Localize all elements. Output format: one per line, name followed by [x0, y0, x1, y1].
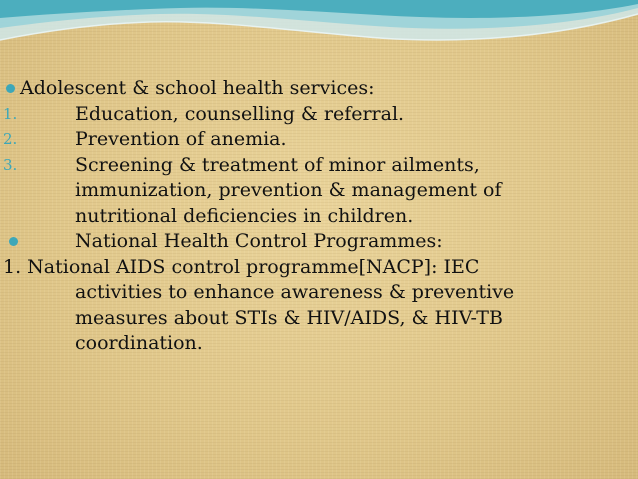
list-number: 1.	[3, 104, 18, 123]
nacp-continuation	[0, 306, 600, 332]
nacp-text: coordination.	[75, 332, 203, 354]
list-item-text: Screening & treatment of minor ailments,	[75, 153, 480, 176]
list-item-text: immunization, prevention & management of	[75, 179, 502, 201]
section-heading-text: National Health Control Programmes:	[75, 230, 443, 252]
slide-body	[0, 76, 600, 357]
list-item-3	[0, 153, 600, 179]
list-number: 3.	[3, 155, 18, 174]
list-item-text: Prevention of anemia.	[75, 128, 287, 150]
list-item-text: Education, counselling & referral.	[75, 102, 405, 125]
bullet-icon	[9, 237, 18, 246]
nacp-text: measures about STIs & HIV/AIDS, & HIV-TB	[75, 306, 503, 329]
nacp-continuation	[0, 331, 600, 357]
heading-line	[0, 76, 600, 102]
section-heading-line	[0, 229, 600, 255]
nacp-continuation	[0, 280, 600, 306]
nacp-text: activities to enhance awareness & preventive	[75, 281, 515, 303]
heading-text: Adolescent & school health services:	[20, 77, 375, 99]
list-item-3-continuation	[0, 178, 600, 204]
decorative-wave-banner	[0, 0, 638, 60]
list-number: 2.	[3, 130, 18, 148]
list-item-2	[0, 127, 600, 153]
nacp-line	[0, 255, 600, 281]
list-item-1	[0, 102, 600, 128]
list-item-text: nutritional deficiencies in children.	[75, 204, 414, 227]
nacp-text: 1. National AIDS control programme[NACP]: IEC	[3, 255, 480, 278]
bullet-icon	[6, 84, 15, 93]
list-item-3-continuation	[0, 204, 600, 230]
